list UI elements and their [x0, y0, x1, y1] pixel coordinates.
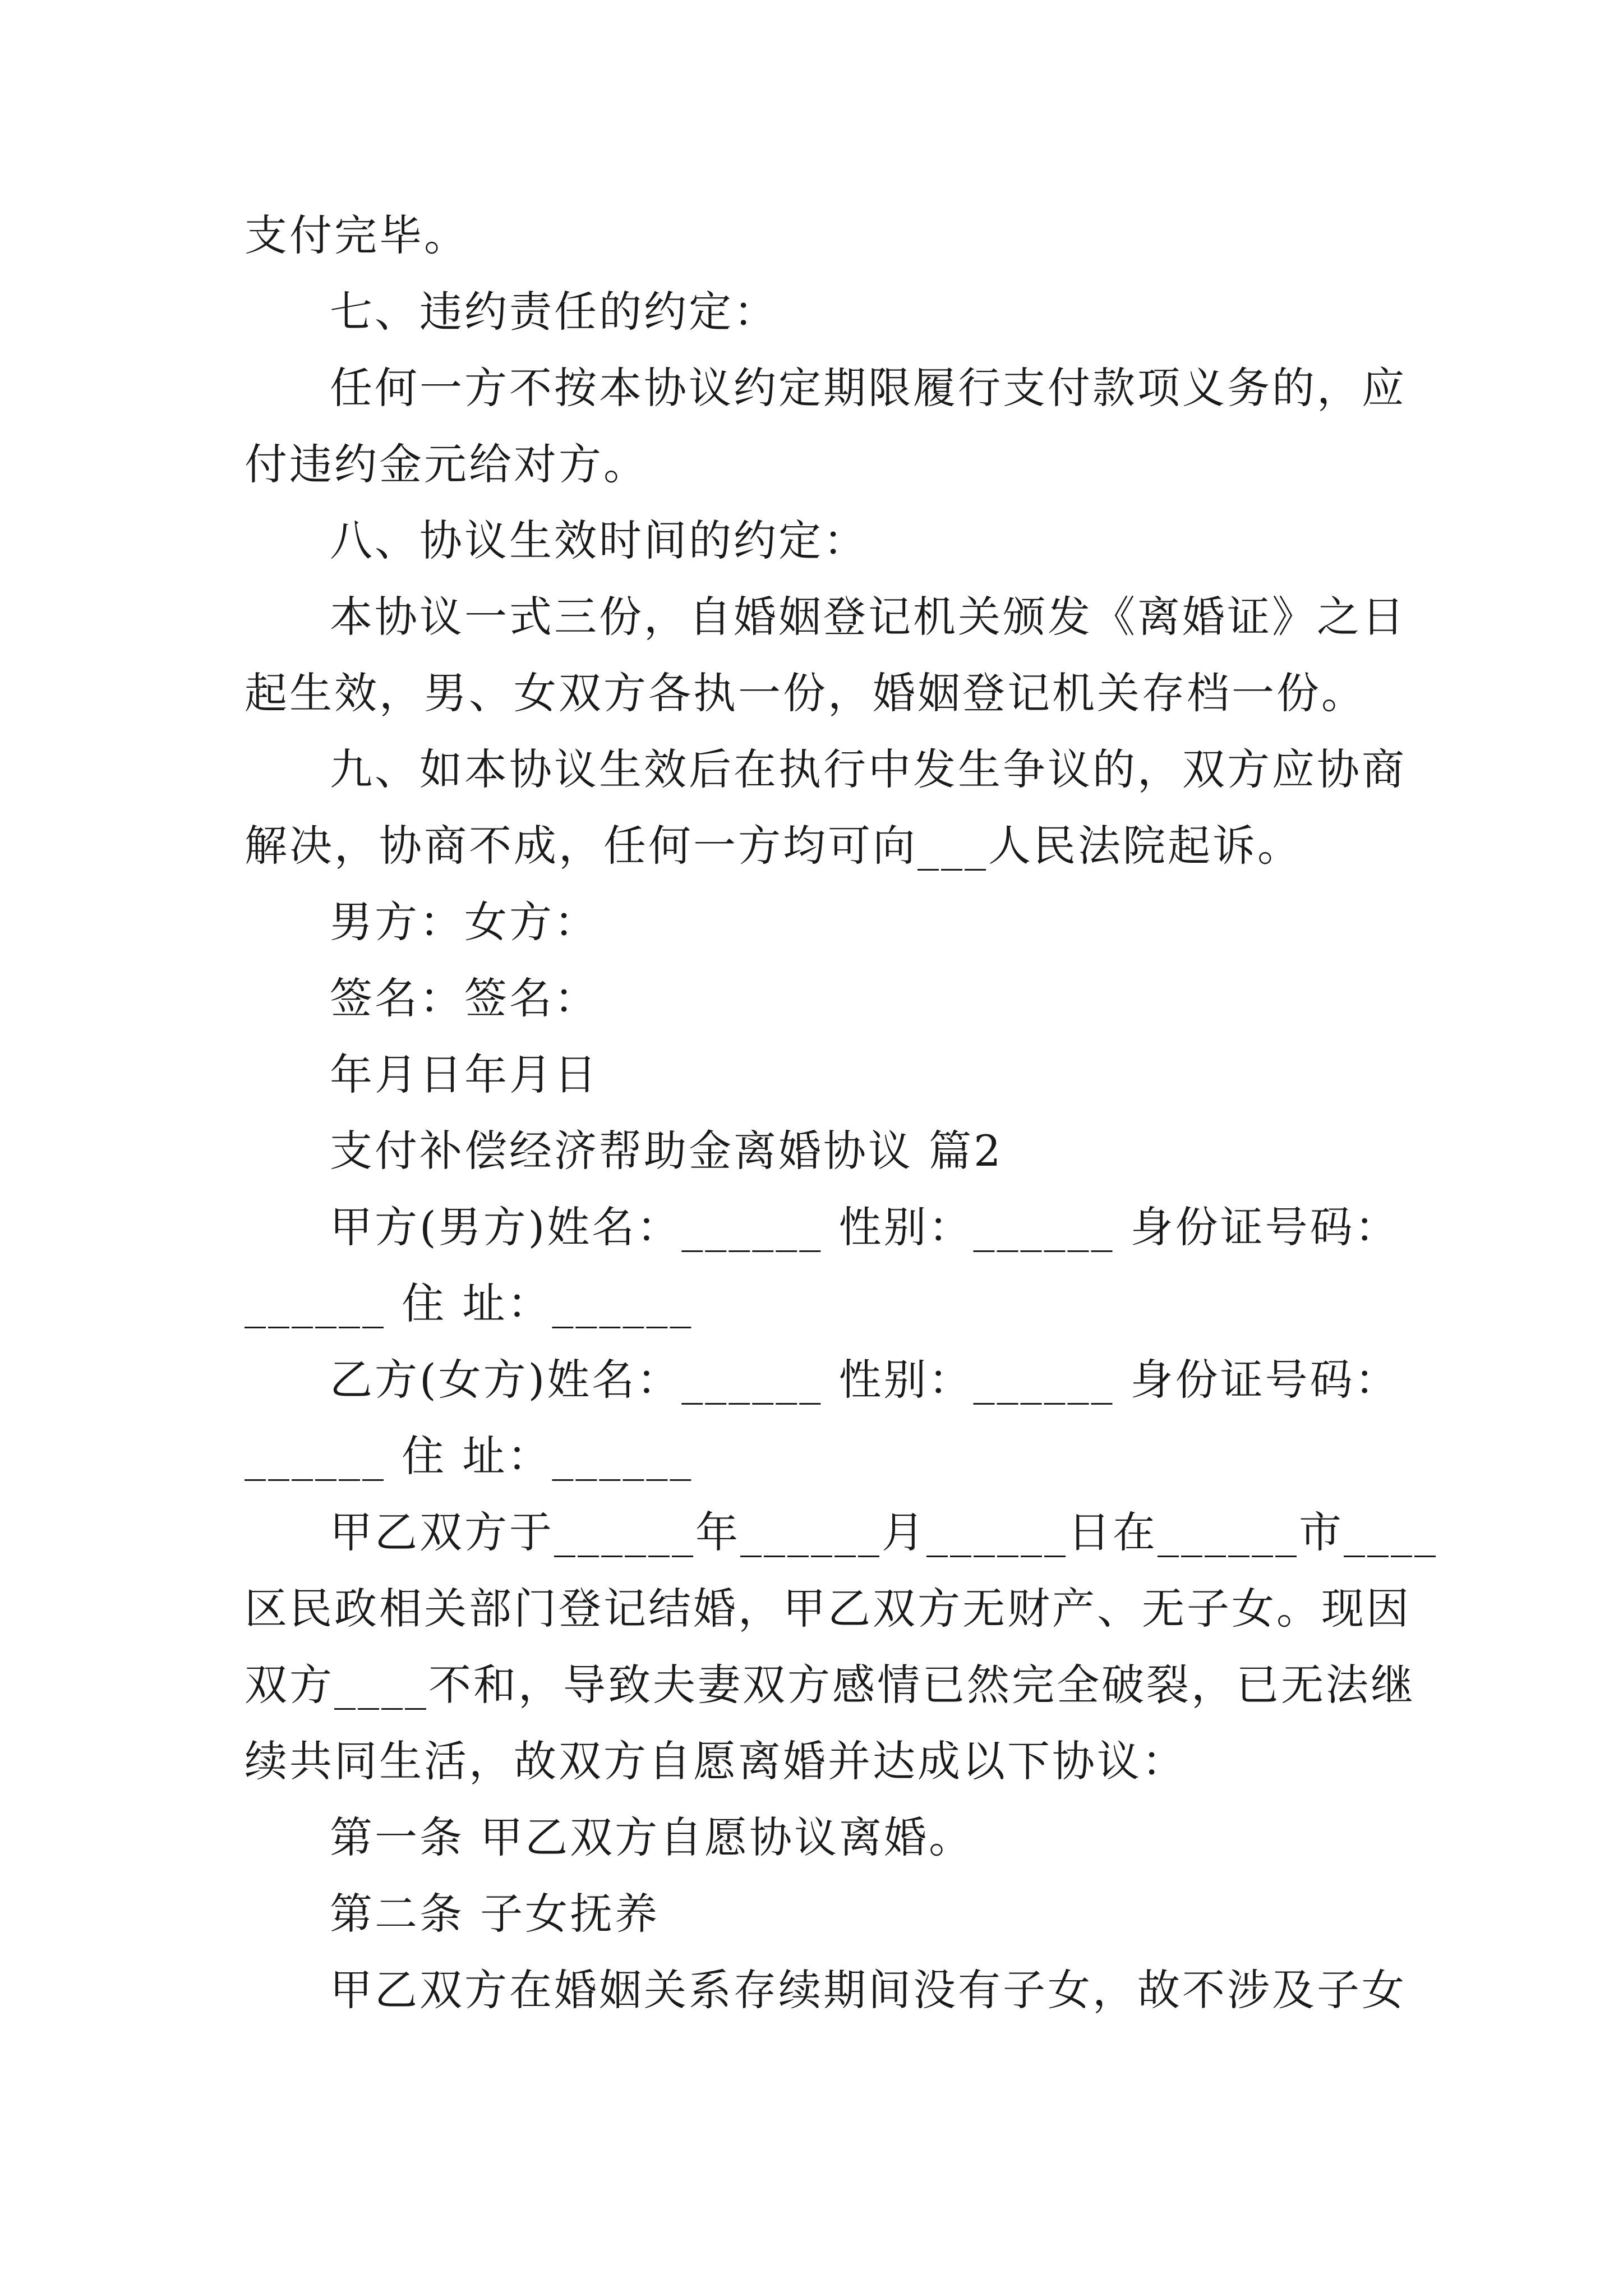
text-line: 付违约金元给对方。: [245, 439, 648, 489]
party-a-address: ______ 住 址：______: [245, 1278, 694, 1328]
text-line: 甲乙双方在婚姻关系存续期间没有子女，故不涉及子女: [330, 1965, 1407, 2015]
document-body: [245, 197, 1438, 2028]
signature-labels: 签名：签名：: [330, 973, 599, 1023]
text-line: 任何一方不按本协议约定期限履行支付款项义务的，应: [330, 363, 1407, 413]
section-heading-seven: 七、违约责任的约定：: [330, 287, 778, 337]
section-heading-nine: 九、如本协议生效后在执行中发生争议的，双方应协商: [330, 744, 1407, 794]
text-line: 甲乙双方于______年______月______日在______市____: [330, 1507, 1438, 1557]
article-two: 第二条 子女抚养: [330, 1889, 660, 1939]
date-labels: 年月日年月日: [330, 1050, 599, 1099]
section-heading-eight: 八、协议生效时间的约定：: [330, 516, 868, 565]
party-labels: 男方：女方：: [330, 897, 599, 947]
text-line: 支付完毕。: [245, 210, 469, 260]
article-one: 第一条 甲乙双方自愿协议离婚。: [330, 1812, 974, 1862]
text-line: 续共同生活，故双方自愿离婚并达成以下协议：: [245, 1736, 1187, 1786]
text-line: 双方____不和，导致夫妻双方感情已然完全破裂，已无法继: [245, 1660, 1415, 1710]
text-line: 起生效，男、女双方各执一份，婚姻登记机关存档一份。: [245, 668, 1366, 718]
text-line: 本协议一式三份，自婚姻登记机关颁发《离婚证》之日: [330, 592, 1407, 642]
text-line: 解决，协商不成，任何一方均可向___人民法院起诉。: [245, 821, 1302, 871]
agreement-title: 支付补偿经济帮助金离婚协议 篇2: [330, 1126, 1003, 1176]
party-b-address: ______ 住 址：______: [245, 1431, 694, 1481]
text-line: 区民政相关部门登记结婚，甲乙双方无财产、无子女。现因: [245, 1584, 1411, 1634]
party-b-info: 乙方(女方)姓名：______ 性别：______ 身份证号码：: [330, 1355, 1400, 1405]
party-a-info: 甲方(男方)姓名：______ 性别：______ 身份证号码：: [330, 1202, 1400, 1252]
